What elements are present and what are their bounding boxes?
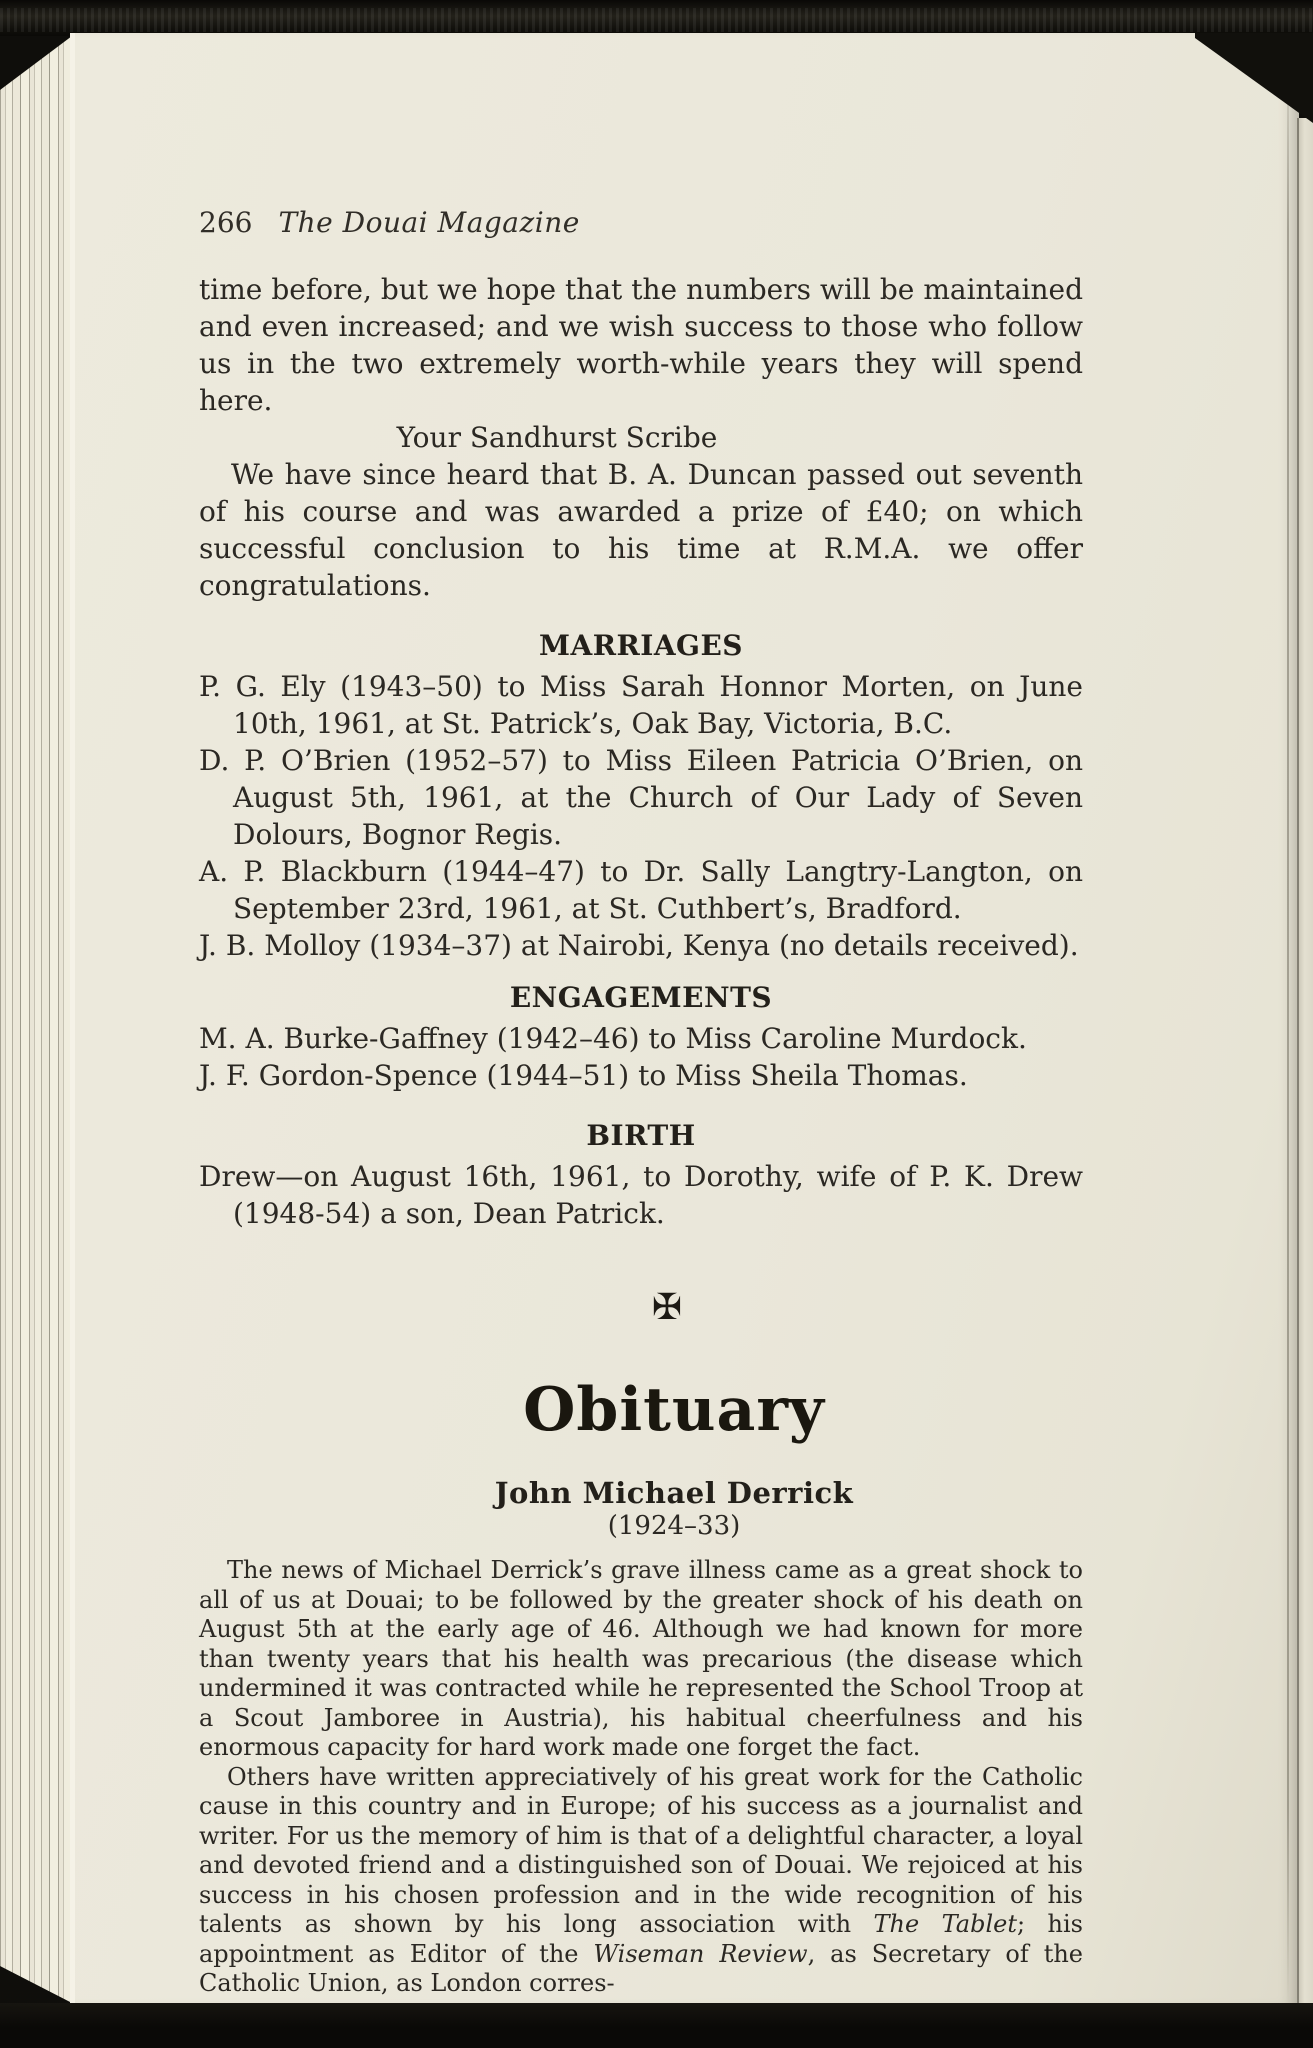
obituary-title: Obituary bbox=[523, 1375, 825, 1445]
marriage-entry: J. B. Molloy (1934–37) at Nairobi, Kenya (no details received). bbox=[199, 929, 1079, 962]
obituary-paragraph-2-text: , as Secretary of the Catholic Union, as London corres- bbox=[199, 1939, 1083, 1997]
cross-ornament-icon: ✠ bbox=[651, 1287, 683, 1328]
birth-list bbox=[199, 1158, 1083, 1232]
obituary-paragraph-2-text: ; his appointment as Editor of the bbox=[199, 1910, 1084, 1968]
magazine-page bbox=[70, 33, 1299, 2003]
wiseman-review-title: Wiseman Review bbox=[593, 1939, 808, 1968]
birth-entry: Drew—on August 16th, 1961, to Dorothy, wife of P. K. Drew (1948-54) a son, Dean Patrick. bbox=[199, 1160, 1083, 1230]
page-number: 266 bbox=[199, 206, 253, 239]
engagement-entry: M. A. Burke-Gaffney (1942–46) to Miss Caroline Murdock. bbox=[199, 1022, 1027, 1055]
marriage-entry: D. P. O’Brien (1952–57) to Miss Eileen Patricia O’Brien, on August 5th, 1961, at the Church of Our Lady of Seven Dolours, Bognor Regis. bbox=[199, 744, 1083, 851]
running-head bbox=[199, 205, 1083, 241]
page-edge-stack bbox=[0, 36, 72, 2003]
engagement-entry: J. F. Gordon-Spence (1944–51) to Miss Sheila Thomas. bbox=[199, 1059, 968, 1092]
obituary-paragraph-2-text: Others have written appreciatively of his great work for the Catholic cause in this country and in Europe; of his success as a journalist and writer. For us the memory of him is that of a delightful character, a loyal and devoted friend and a distinguished son of Douai. We rejoiced at his success in his chosen profession and in the wide recognition of his talents as shown by his long association with bbox=[199, 1762, 1083, 1938]
text-column bbox=[75, 33, 1083, 1999]
engagements-heading: ENGAGEMENTS bbox=[509, 981, 773, 1014]
engagements-list bbox=[199, 1020, 1083, 1094]
obituary-name: John Michael Derrick bbox=[494, 1476, 854, 1510]
birth-heading: BIRTH bbox=[586, 1119, 696, 1152]
marriage-entry: P. G. Ely (1943–50) to Miss Sarah Honnor Morten, on June 10th, 1961, at St. Patrick’s, Oak Bay, Victoria, B.C. bbox=[199, 670, 1083, 740]
obituary-years: (1924–33) bbox=[607, 1511, 741, 1541]
book-cover-top-edge bbox=[0, 0, 1313, 36]
sandhurst-paragraph-1: time before, but we hope that the numbers will be maintained and even increased; and we wish success to those who follow us in the two extremely worth-while years they will spend here. bbox=[199, 273, 1083, 417]
obituary-header bbox=[199, 1376, 1083, 1542]
marriages-heading: MARRIAGES bbox=[538, 629, 744, 662]
sandhurst-signoff: Your Sandhurst Scribe bbox=[396, 421, 718, 454]
facing-page-edge bbox=[1297, 118, 1313, 2003]
sandhurst-paragraph-2: We have since heard that B. A. Duncan passed out seventh of his course and was awarded a prize of £40; on which successful conclusion to his time at R.M.A. we offer congratulations. bbox=[199, 458, 1083, 602]
book-cover-bottom-edge bbox=[0, 2003, 1313, 2048]
obituary-paragraph-2 bbox=[199, 1763, 1083, 1999]
marriages-list bbox=[199, 668, 1083, 964]
obituary-paragraph-1: The news of Michael Derrick’s grave illness came as a great shock to all of us at Douai; to be followed by the greater shock of his death on August 5th at the early age of 46. Although we had known for more than twenty years that his health was precarious (the disease which undermined it was contracted while he represented the School Troop at a Scout Jamboree in Austria), his habitual cheerfulness and his enormous capacity for hard work made one forget the fact. bbox=[199, 1556, 1083, 1761]
tablet-title: The Tablet bbox=[873, 1910, 1017, 1938]
magazine-title: The Douai Magazine bbox=[278, 206, 580, 239]
marriage-entry: A. P. Blackburn (1944–47) to Dr. Sally Langtry-Langton, on September 23rd, 1961, at St. Cuthbert’s, Bradford. bbox=[199, 855, 1083, 925]
